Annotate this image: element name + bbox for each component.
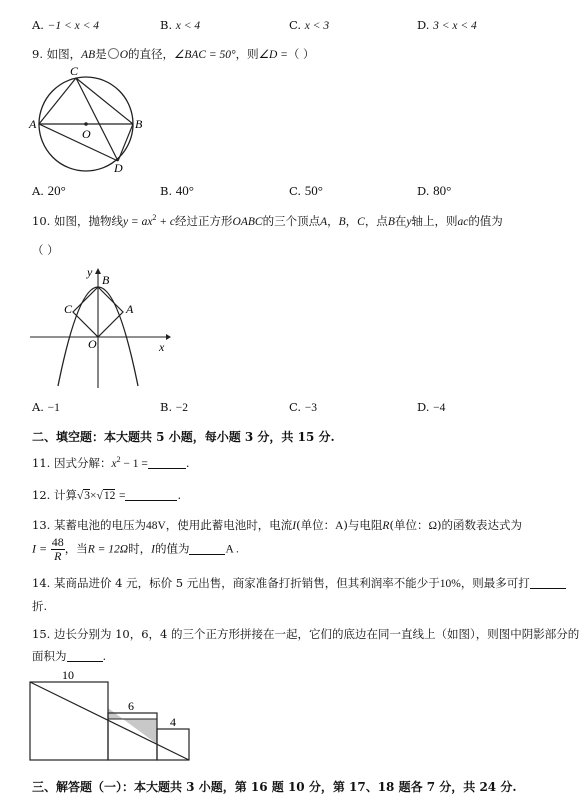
q12: 12. 计算√3×√12 = . bbox=[32, 488, 182, 502]
q11-answer-blank[interactable] bbox=[148, 457, 186, 469]
q15-squares-figure bbox=[28, 668, 198, 768]
q15-label-4: 4 bbox=[170, 715, 176, 729]
q13-fraction: $\frac{48}{R}$ bbox=[51, 535, 64, 563]
q10-answer-paren: （ ） bbox=[32, 243, 59, 257]
q8-option-c: C. x < 3 bbox=[289, 18, 330, 32]
q9-stem: 9. 如图，AB是 O的直径，∠BAC = 50°，则∠D =（ ） bbox=[32, 47, 315, 61]
q15-answer-blank[interactable] bbox=[67, 650, 103, 662]
q9-label-o: O bbox=[82, 127, 91, 141]
q13-line1: 13. 某蓄电池的电压为48V，使用此蓄电池时，电流I(单位：A)与电阻R(单位：Ω)的函数表达式为 bbox=[32, 518, 522, 532]
q10-label-b: B bbox=[102, 273, 110, 287]
q14-line2: 折. bbox=[32, 599, 48, 613]
circle-symbol-icon bbox=[108, 48, 119, 59]
q9-circle-figure bbox=[28, 64, 158, 174]
q10-option-a: A. −1 bbox=[32, 400, 60, 414]
q9-option-c: C. 50° bbox=[289, 183, 323, 198]
q14-answer-blank[interactable] bbox=[530, 577, 566, 589]
section-3-heading: 三、解答题（一）：本大题共 3 小题，第 16 题 10 分，第 17、18 题各 7 分，共 24 分. bbox=[32, 780, 517, 794]
q9-label-a: A bbox=[29, 117, 37, 131]
q10-parabola-figure bbox=[28, 262, 173, 390]
q8-option-c-text: x < 3 bbox=[304, 20, 330, 32]
q9-label-b: B bbox=[135, 117, 143, 131]
q14-line1: 14. 某商品进价 4 元，标价 5 元出售，商家准备打折销售，但其利润率不能少于10%，则最多可打 bbox=[32, 575, 566, 591]
q9-option-d: D. 80° bbox=[417, 183, 452, 198]
q10-stem: 10. 如图，抛物线$y = ax^2 + c$经过正方形OABC的三个顶点A，B，C，点B在y轴上，则ac的值为 bbox=[32, 213, 503, 228]
q15-label-6: 6 bbox=[128, 699, 134, 713]
section-2-heading: 二、填空题：本大题共 5 小题，每小题 3 分，共 15 分. bbox=[32, 430, 335, 444]
q8-option-b: B. x < 4 bbox=[160, 18, 201, 32]
q9-option-a: A. 20° bbox=[32, 183, 66, 198]
q10-label-o: O bbox=[88, 337, 97, 351]
q9-label-c: C bbox=[70, 64, 79, 78]
q10-label-a: A bbox=[126, 302, 134, 316]
q13-line2: I = $\frac{48}{R}$ ，当R = 12Ω时，I的值为 A . bbox=[32, 535, 239, 563]
q10-option-b: B. −2 bbox=[160, 400, 189, 414]
q10-label-y: y bbox=[87, 265, 93, 279]
q8-option-a-text: −1 < x < 4 bbox=[47, 20, 100, 32]
q8-option-a: A. −1 < x < 4 bbox=[32, 18, 100, 32]
q15-line1: 15. 边长分别为 10，6，4 的三个正方形拼接在一起，它们的底边在同一直线上（如图），则图中阴影部分的 bbox=[32, 627, 580, 641]
q15-label-10: 10 bbox=[62, 668, 74, 682]
q10-label-x: x bbox=[159, 340, 165, 354]
q10-option-d: D. −4 bbox=[417, 400, 446, 414]
q12-answer-blank[interactable] bbox=[125, 489, 177, 501]
q11: 11. 因式分解：$x^2 - 1$ = . bbox=[32, 455, 190, 470]
q8-option-b-text: x < 4 bbox=[175, 20, 201, 32]
q9-label-d: D bbox=[114, 161, 123, 174]
q15-line2: 面积为 . bbox=[32, 649, 107, 663]
q8-option-d-text: 3 < x < 4 bbox=[433, 20, 477, 32]
q13-answer-blank[interactable] bbox=[189, 543, 225, 555]
q10-option-c: C. −3 bbox=[289, 400, 317, 414]
q8-option-d: D. 3 < x < 4 bbox=[417, 18, 477, 32]
q9-option-b: B. 40° bbox=[160, 183, 194, 198]
q10-label-c: C bbox=[64, 302, 73, 316]
